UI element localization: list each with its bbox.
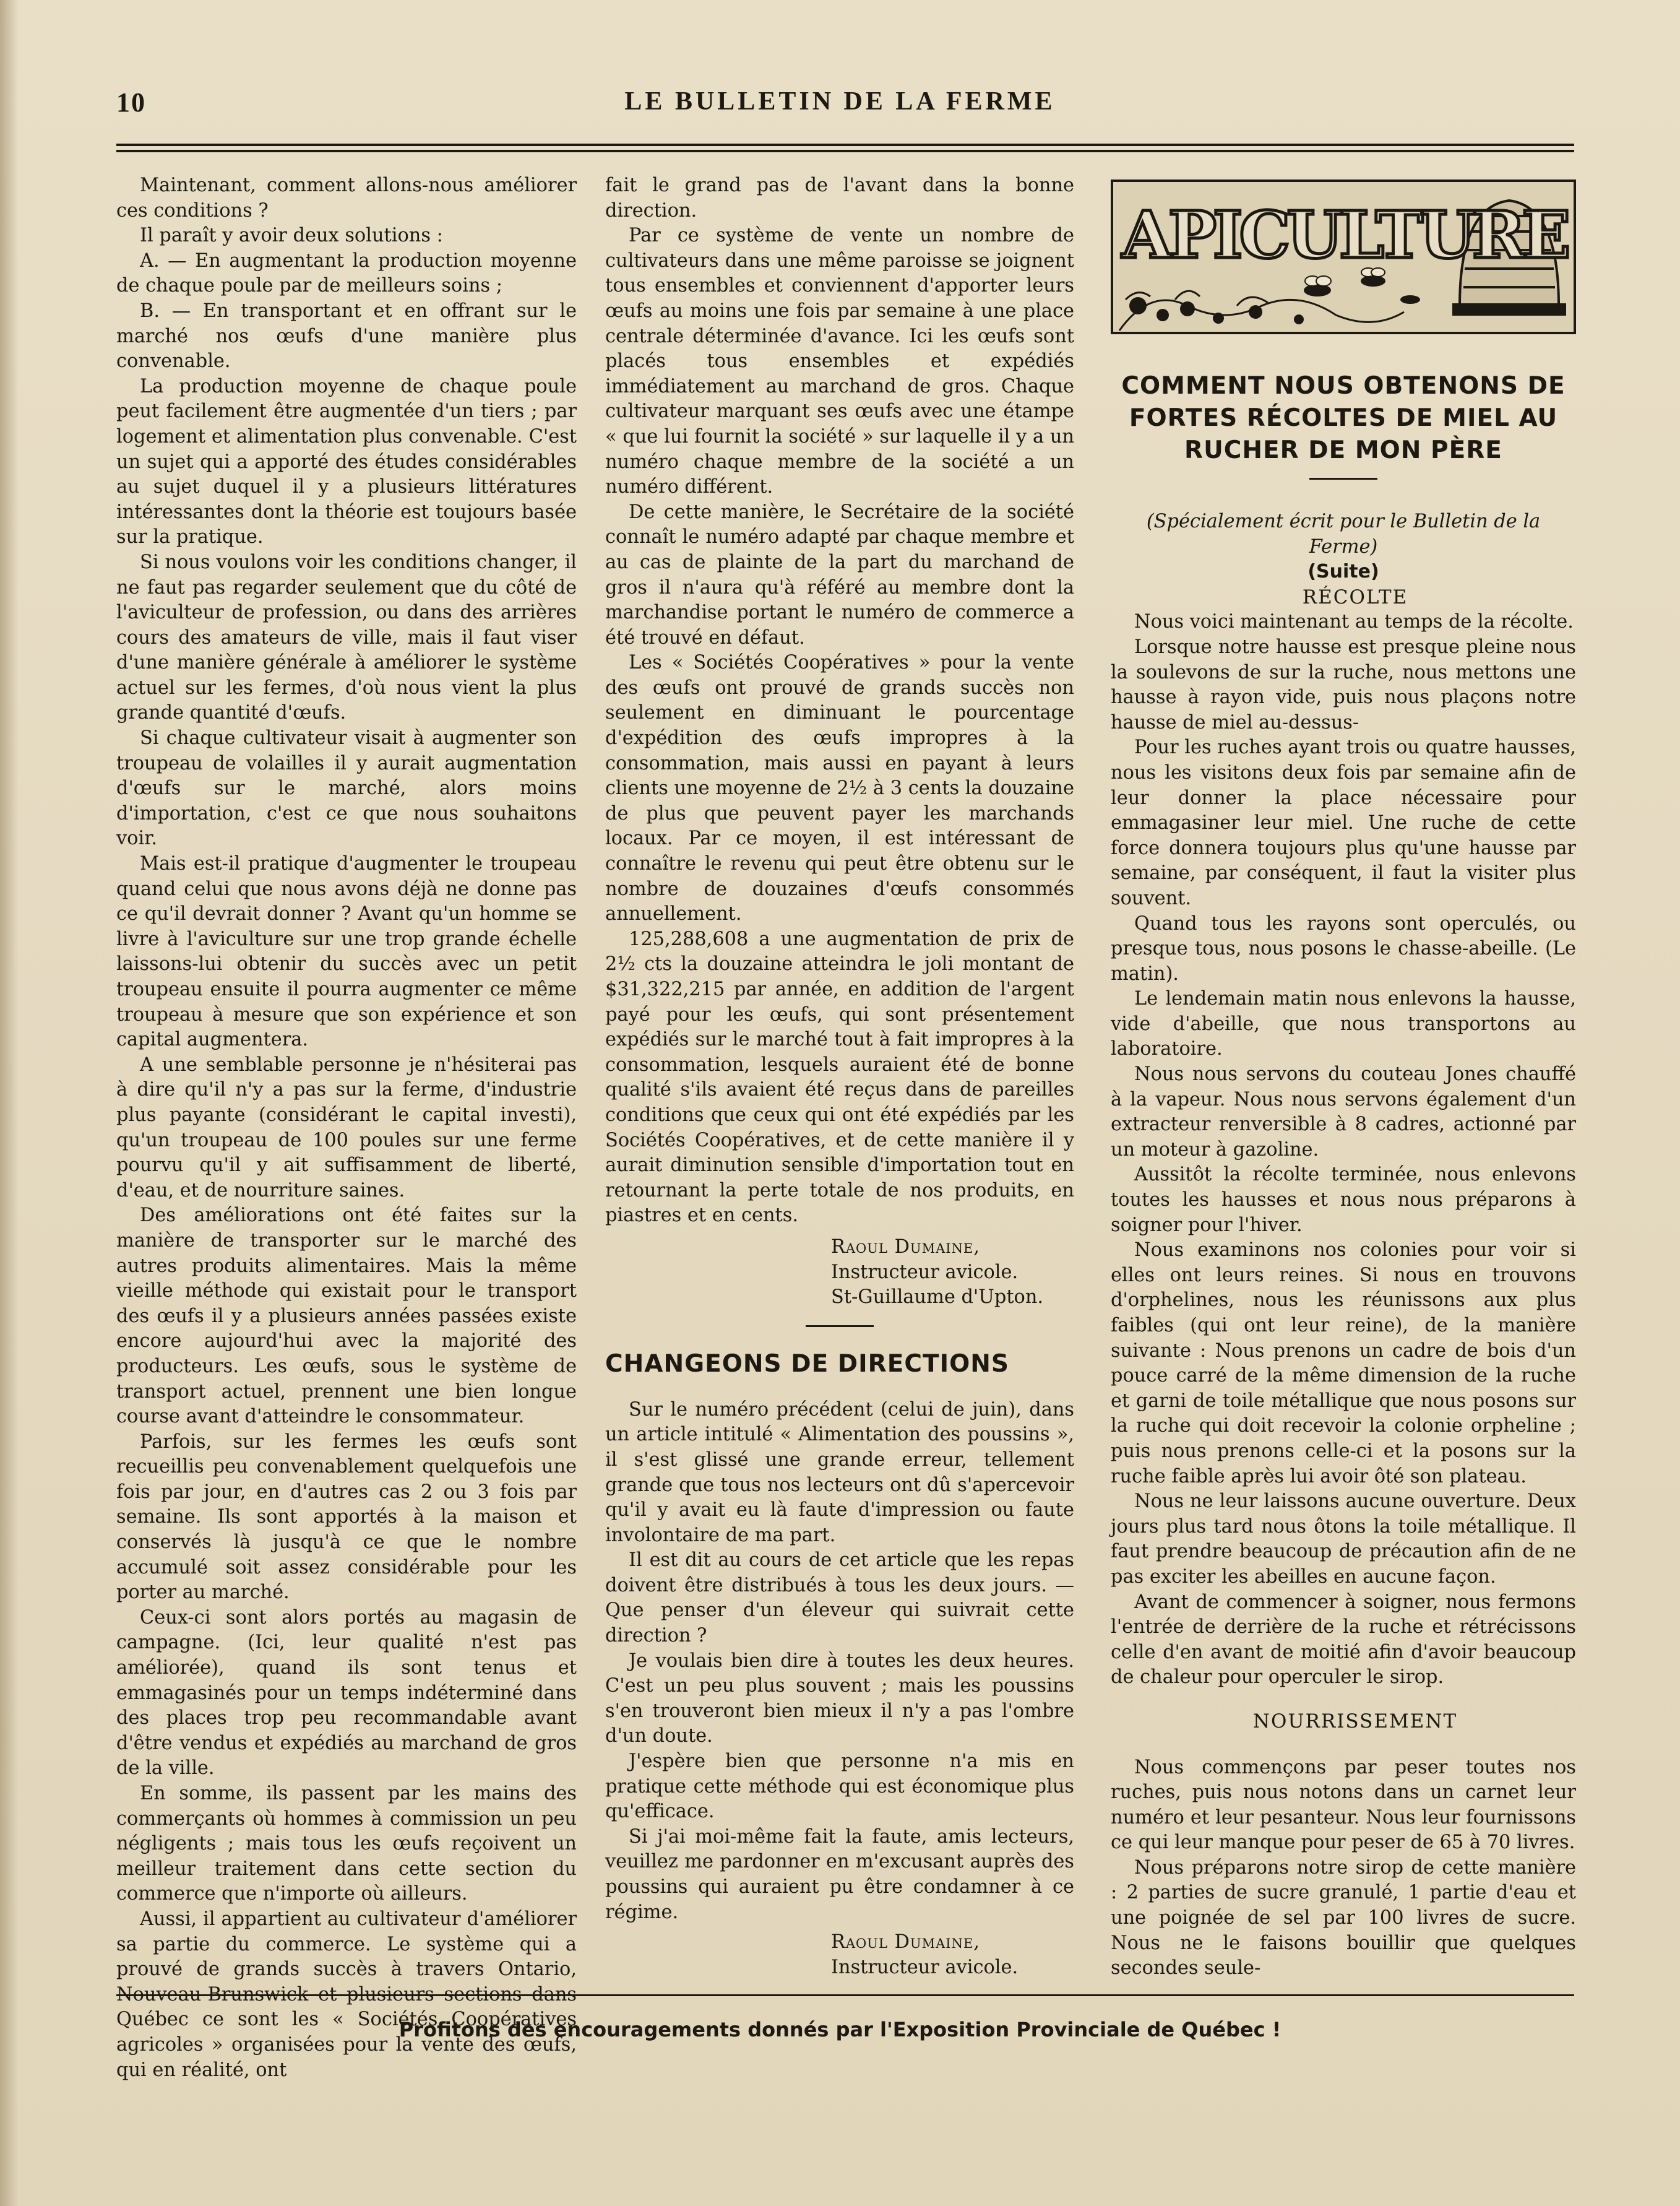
beehive-illustration <box>1113 182 1574 332</box>
paragraph: Nous voici maintenant au temps de la récolte. <box>1134 611 1574 633</box>
paragraph: Si nous voulons voir les conditions changer, il ne faut pas regarder seulement que du côté de l'aviculteur de profession, ou dans des arrières cours des amateurs de ville, mais il faut viser d'une manière générale à améliorer le système actuel sur les fermes, d'où nous vient la plus grande quantité d'œufs. <box>116 551 577 724</box>
paragraph: Pour les ruches ayant trois ou quatre hausses, nous les visitons deux fois par semaine afin de leur donner la place nécessaire pour emmagasiner leur miel. Une ruche de cette force donnera toujours plus qu'une hausse par semaine, par conséquent, il faut la visiter plus souvent. <box>1111 737 1576 909</box>
paragraph: Nous commençons par peser toutes nos ruches, puis nous notons dans un carnet leur numéro et leur pesanteur. Nous leur fournissons ce qui leur manque pour peser de 65 à 70 livres. <box>1111 1756 1576 1854</box>
paragraph: J'espère bien que personne n'a mis en pratique cette méthode qui est économique plus qu'efficace. <box>605 1750 1074 1823</box>
logo-lettering: APICULTURE <box>1122 197 1567 273</box>
signature-place: St-Guillaume d'Upton. <box>831 1286 1044 1308</box>
paragraph: fait le grand pas de l'avant dans la bonne direction. <box>605 175 1074 222</box>
paragraph: Je voulais bien dire à toutes les deux heures. C'est un peu plus souvent ; mais les poussins s'en trouveront bien mieux il n'y a pas l'ombre d'un doute. <box>605 1650 1074 1747</box>
separator-rule <box>1309 478 1377 480</box>
paragraph: Si j'ai moi-même fait la faute, amis lecteurs, veuillez me pardonner en m'excusant auprès des poussins qui auraient pu être condamner à ce régime. <box>605 1825 1074 1923</box>
paragraph: Aussi, il appartient au cultivateur d'améliorer sa partie du commerce. Le système qui a prouvé de grands succès à travers Ontario, Nouveau-Brunswick et plusieurs sections dans Québec ce sont les « Sociétés Coopératives agricoles » organisées pour la vente des œufs, qui en réalité, ont <box>116 1908 577 2081</box>
footer-slogan: Profitons des encouragements donnés par l'Exposition Provinciale de Québec ! <box>398 2018 1282 2041</box>
paragraph: De cette manière, le Secrétaire de la société connaît le numéro adapté par chaque membre et au cas de plainte de la part du marchand de gros il n'aura qu'à référé au membre dont la marchandise portant le numéro de commerce a été trouvé en défaut. <box>605 501 1074 649</box>
column-1 <box>116 173 577 2083</box>
header-double-rule <box>116 144 1574 152</box>
signature-title: Instructeur avicole. <box>831 1956 1019 1978</box>
apiculture-logo <box>1111 180 1576 334</box>
paragraph: Ceux-ci sont alors portés au magasin de campagne. (Ici, leur qualité n'est pas améliorée), quand ils sont tenus et emmagasinés pour un temps indéterminé dans des places trop peu recommandable avant d'être vendus et expédiés au marchand de gros de la ville. <box>116 1606 577 1780</box>
paragraph: La production moyenne de chaque poule peut facilement être augmentée d'un tiers ; par logement et alimentation plus convenable. C'est un sujet qui a apporté des études considérables au sujet duquel il y a plusieurs littératures intéressantes dont la théorie est toujours basée sur la pratique. <box>116 375 577 548</box>
separator-rule <box>806 1325 874 1327</box>
paragraph: Par ce système de vente un nombre de cultivateurs dans une même paroisse se joignent tous ensembles et conviennent d'apporter leurs œufs au moins une fois par semaine à une place centrale déterminée d'avance. Ici les œufs sont placés tous ensembles et expédiés immédiatement au marchand de gros. Chaque cultivateur marquant ses œufs avec une étampe « que lui fournit la société » sur laquelle il y a un numéro chaque membre de la société a un numéro différent. <box>605 225 1074 498</box>
section-title-nourrissement: NOURRISSEMENT <box>1252 1710 1458 1732</box>
page-edge-shadow <box>0 0 19 2206</box>
paragraph: Quand tous les rayons sont operculés, ou presque tous, nous posons le chasse-abeille. (Le matin). <box>1111 912 1576 985</box>
page-number: 10 <box>116 87 146 118</box>
paragraph: A une semblable personne je n'hésiterai pas à dire qu'il n'y a pas sur la ferme, d'industrie plus payante (considérant le capital investi), qu'un troupeau de 100 poules sur une ferme pourvu qu'il y ait suffisamment de liberté, d'eau, et de nourriture saines. <box>116 1053 577 1201</box>
paragraph: Avant de commencer à soigner, nous fermons l'entrée de derrière de la ruche et rétrécissons celle d'en avant de moitié afin d'avoir beaucoup de chaleur pour operculer le sirop. <box>1111 1591 1576 1689</box>
paragraph: Nous nous servons du couteau Jones chauffé à la vapeur. Nous nous servons également d'un extracteur renversible à 8 cadres, actionné par un moteur à gazoline. <box>1111 1063 1576 1161</box>
paragraph: Aussitôt la récolte terminée, nous enlevons toutes les hausses et nous nous préparons à soigner pour l'hiver. <box>1111 1164 1576 1236</box>
paragraph: Mais est-il pratique d'augmenter le troupeau quand celui que nous avons déjà ne donne pas ce qu'il devrait donner ? Avant qu'un homme se livre à l'aviculture sur une trop grande échelle laissons-lui obtenir du succès avec un petit troupeau ensuite il pourra augmenter ce même troupeau à mesure que son expérience et son capital augmentera. <box>116 853 577 1051</box>
paragraph: Des améliorations ont été faites sur la manière de transporter sur le marché des autres produits alimentaires. Mais la même vieille méthode qui existait pour le transport des œufs il y a plusieurs années passées existe encore aujourd'hui avec la majorité des producteurs. Les œufs, sous le système de transport actuel, prennent une bien longue course avant d'atteindre le consommateur. <box>116 1205 577 1428</box>
paragraph: 125,288,608 a une augmentation de prix de 2½ cts la douzaine atteindra le joli montant de $31,322,215 par année, en addition de l'argent payé pour les œufs, qui sont présentement expédiés sur le marché tout à fait impropres à la consommation, lesquels auraient été de bonne qualité s'ils avaient été reçus dans de pareilles conditions que ceux qui ont été expédiés par les Sociétés Coopératives, et de cette manière il y aurait diminution sensible d'importation tout en retournant la perte totale de nos produits, en piastres et en cents. <box>605 928 1074 1227</box>
paragraph: Les « Sociétés Coopératives » pour la vente des œufs ont prouvé de grands succès non seulement en diminuant le pourcentage d'expédition des œufs impropres à la consommation, mais aussi en payant à leurs clients une moyenne de 2½ à 3 cents la douzaine de plus que peuvent payer les marchands locaux. Par ce moyen, il est intéressant de connaître le revenu qui peut être obtenu sur le nombre de douzaines d'œufs consommés annuellement. <box>605 652 1074 925</box>
footer-rule <box>116 1994 1574 1996</box>
paragraph: A. — En augmentant la production moyenne de chaque poule par de meilleurs soins ; <box>116 249 577 297</box>
section-title-recolte: RÉCOLTE <box>1302 586 1408 608</box>
paragraph: Sur le numéro précédent (celui de juin), dans un article intitulé « Alimentation des poussins », il s'est glissé une grande erreur, tellement grande que tous nos lecteurs ont dû s'apercevoir qu'il y avait eu là faute d'impression ou faute involontaire de ma part. <box>605 1398 1074 1546</box>
paragraph: B. — En transportant et en offrant sur le marché nos œufs d'une manière plus convenable. <box>116 300 577 373</box>
column-2 <box>605 173 1074 1980</box>
signature-name: Raoul Dumaine, <box>831 1931 980 1953</box>
paragraph: Il paraît y avoir deux solutions : <box>140 225 443 247</box>
paragraph: Nous préparons notre sirop de cette manière : 2 parties de sucre granulé, 1 partie d'eau et une poignée de sel par 100 livres de sucre. Nous ne le faisons bouillir que quelques secondes seule- <box>1111 1856 1576 1979</box>
signature-name: Raoul Dumaine, <box>831 1235 980 1258</box>
paragraph: Il est dit au cours de cet article que les repas doivent être distribués à tous les deux jours. — Que penser d'un éleveur qui suivrait cette direction ? <box>605 1549 1074 1647</box>
article-title: CHANGEONS DE DIRECTIONS <box>605 1349 1009 1378</box>
paragraph: Le lendemain matin nous enlevons la hausse, vide d'abeille, que nous transportons au laboratoire. <box>1111 988 1576 1060</box>
paragraph: Maintenant, comment allons-nous améliorer ces conditions ? <box>116 175 577 222</box>
column-3 <box>1111 180 1576 1981</box>
paragraph: Nous examinons nos colonies pour voir si elles ont leurs reines. Si nous en trouvons d'orphelines, nous les réunissons aux plus faibles (qui ont leur reine), de la manière suivante : Nous prenons un cadre de bois d'un pouce carré de la même dimension de la ruche et garni de toile métallique que nous posons sur la ruche qui doit recevoir la colonie orpheline ; puis nous prenons celle-ci et la posons sur la ruche faible après lui avoir ôté son plateau. <box>1111 1239 1576 1487</box>
running-head: LE BULLETIN DE LA FERME <box>624 87 1056 116</box>
paragraph: Parfois, sur les fermes les œufs sont recueillis peu convenablement quelquefois une fois par jour, en d'autres cas 2 ou 3 fois par semaine. Ils sont apportés à la maison et conservés là jusqu'à ce que le nombre accumulé soit assez considérable pour les porter au marché. <box>116 1430 577 1604</box>
paragraph: En somme, ils passent par les mains des commerçants où hommes à commission un peu négligents ; mais tous les œufs reçoivent un meilleur traitement dans cette section du commerce que n'importe où ailleurs. <box>116 1783 577 1905</box>
suite-label: (Suite) <box>1307 561 1379 583</box>
paragraph: Si chaque cultivateur visait à augmenter son troupeau de volailles il y aurait augmentation d'œufs sur le marché, alors moins d'importation, c'est ce que nous souhaitons voir. <box>116 727 577 850</box>
signature-title: Instructeur avicole. <box>831 1261 1019 1283</box>
paragraph: Lorsque notre hausse est presque pleine nous la soulevons de sur la ruche, nous mettons une hausse à rayon vide, puis nous plaçons notre hausse de miel au-dessus- <box>1111 636 1576 733</box>
article-headline: COMMENT NOUS OBTENONS DE FORTES RÉCOLTES DE MIEL AU RUCHER DE MON PÈRE <box>1121 372 1566 464</box>
paragraph: Nous ne leur laissons aucune ouverture. Deux jours plus tard nous ôtons la toile métallique. Il faut prendre beaucoup de précaution afin de ne pas exciter les abeilles en aucune façon. <box>1111 1490 1576 1588</box>
byline: (Spécialement écrit pour le Bulletin de la Ferme) <box>1146 511 1541 558</box>
